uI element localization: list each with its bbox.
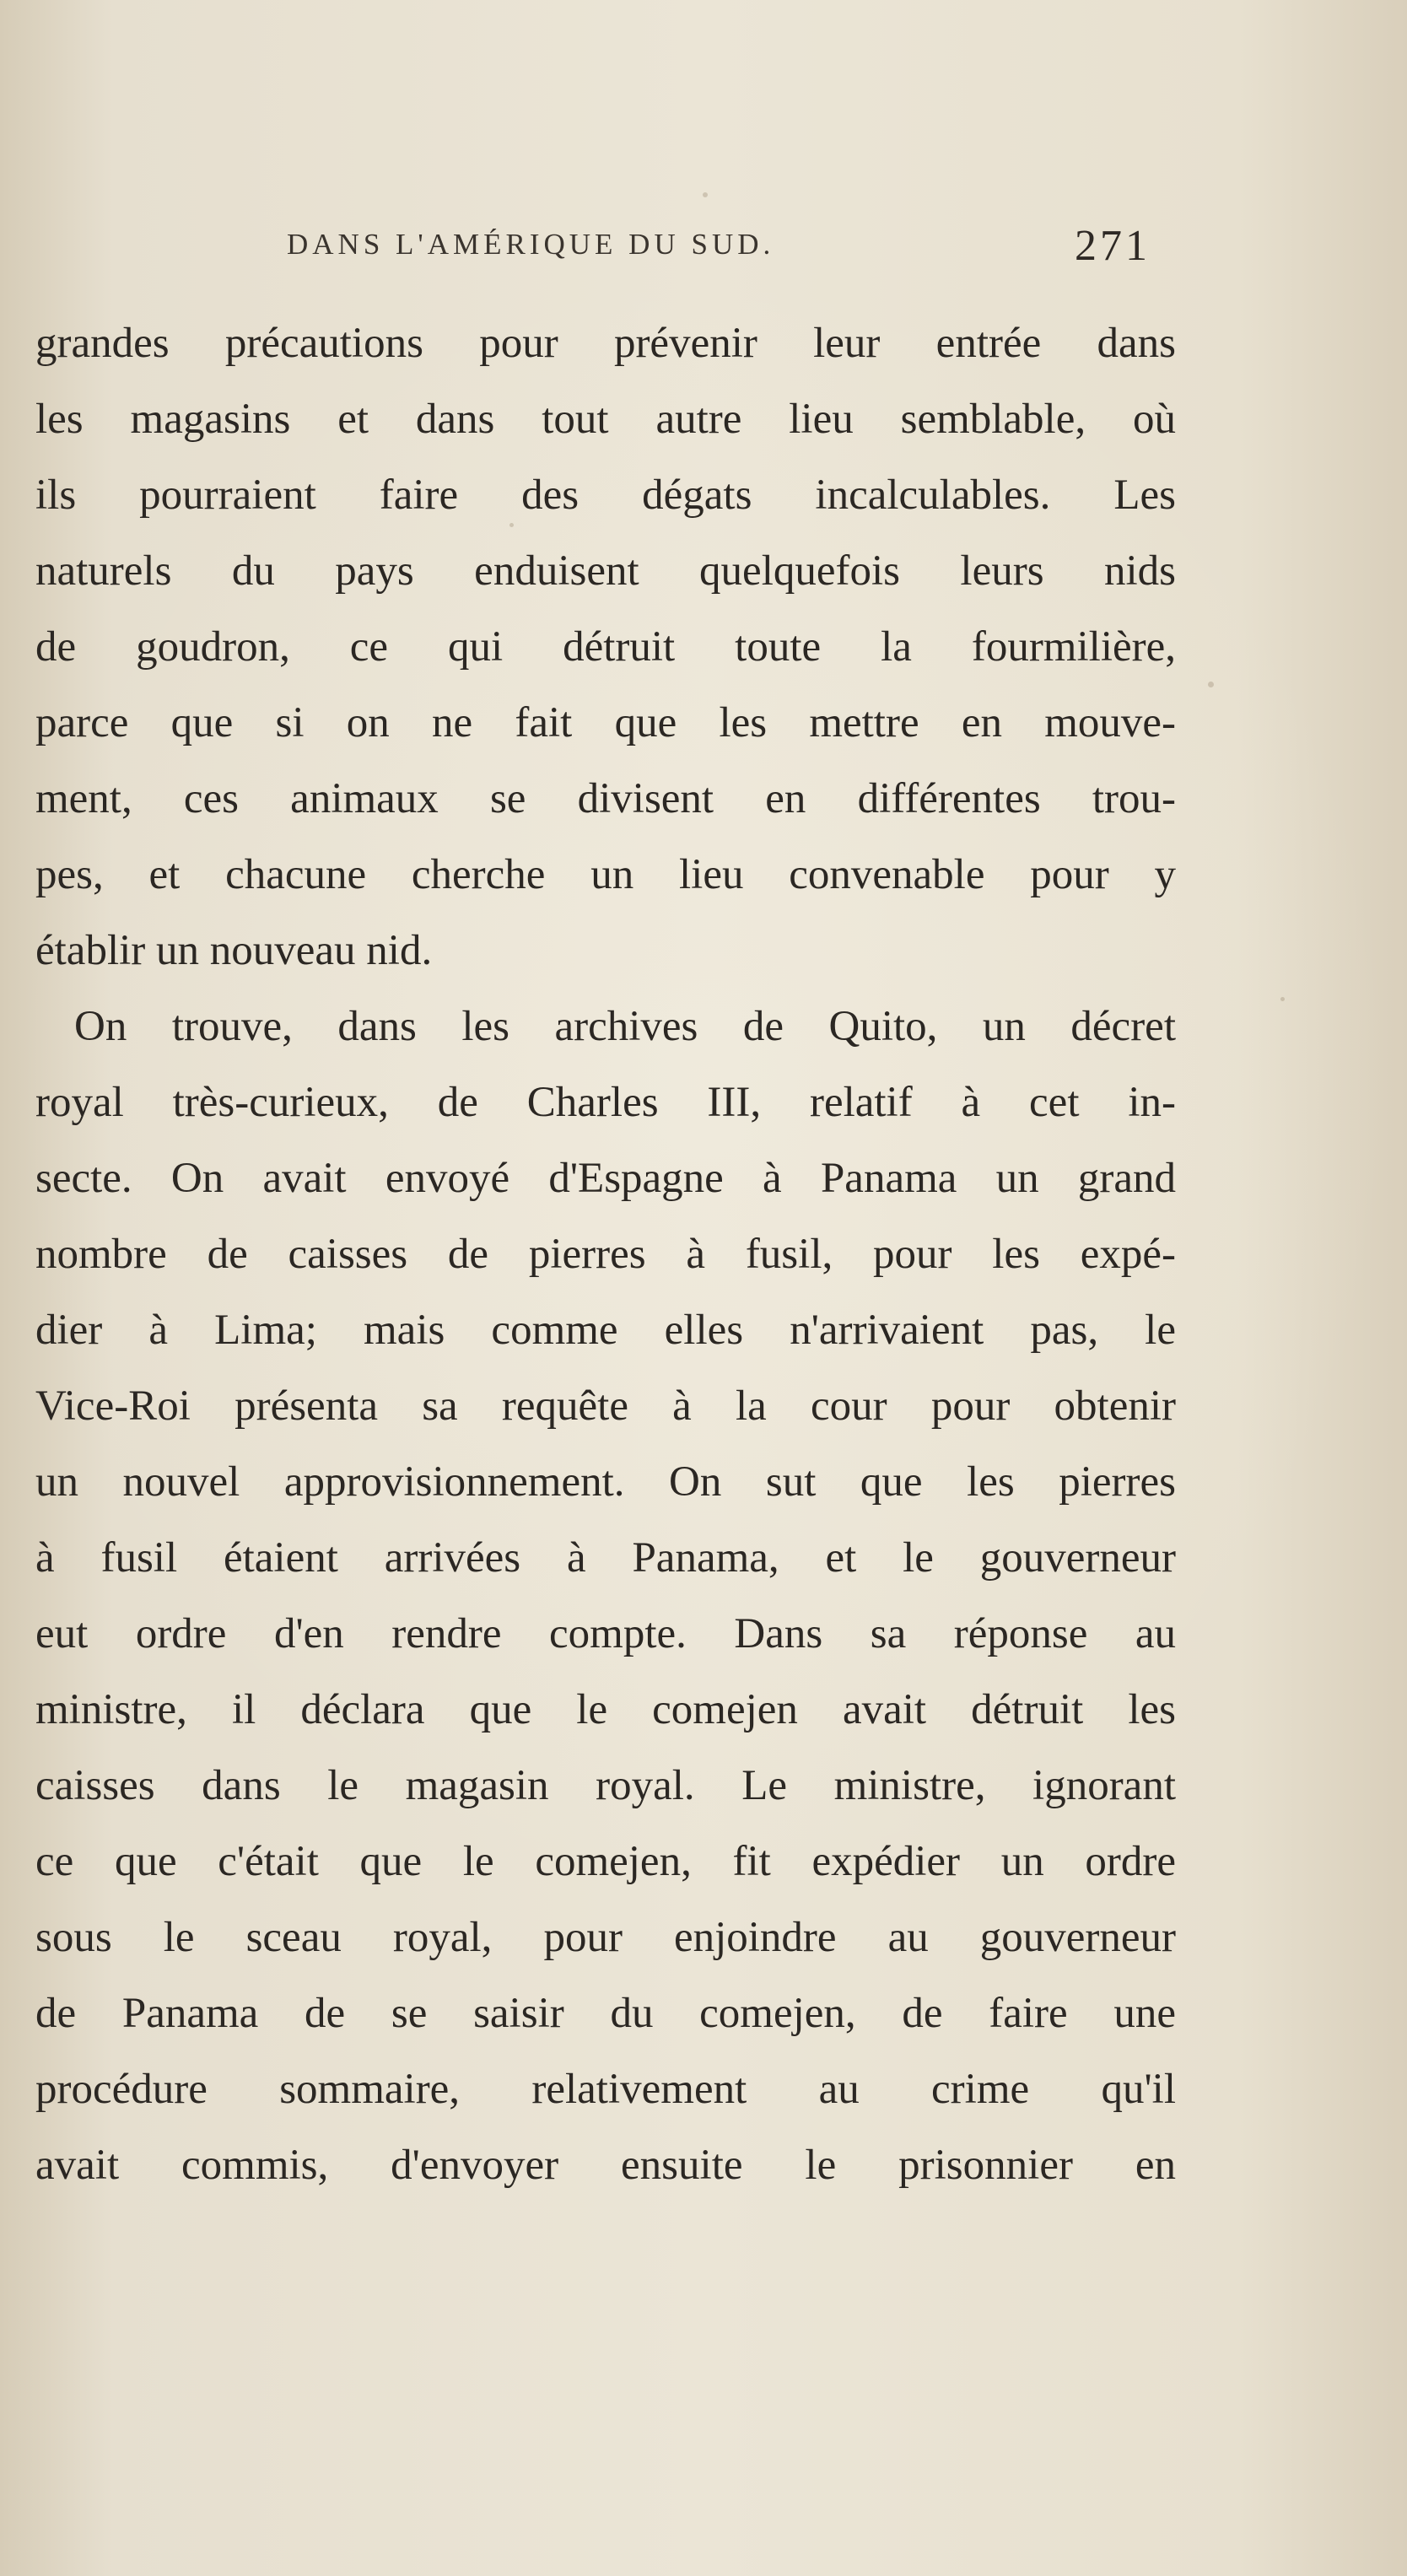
paper-spot <box>1208 682 1214 687</box>
text-line: les magasins et dans tout autre lieu semblable, où <box>35 396 1176 443</box>
text-line: ils pourraient faire des dégats incalculables. Les <box>35 472 1176 519</box>
text-line: nombre de caisses de pierres à fusil, pour les expé- <box>35 1231 1176 1278</box>
text-line: ministre, il déclara que le comejen avait détruit les <box>35 1686 1176 1733</box>
text-line: eut ordre d'en rendre compte. Dans sa réponse au <box>35 1610 1176 1657</box>
text-line: parce que si on ne fait que les mettre en mouve- <box>35 699 1176 746</box>
text-line: établir un nouveau nid. <box>35 927 433 974</box>
text-line: naturels du pays enduisent quelquefois leurs nids <box>35 547 1176 595</box>
text-line: dier à Lima; mais comme elles n'arrivaient pas, le <box>35 1307 1176 1354</box>
text-line: avait commis, d'envoyer ensuite le prisonnier en <box>35 2142 1176 2189</box>
text-line: un nouvel approvisionnement. On sut que les pierres <box>35 1458 1176 1506</box>
body-text <box>35 305 1176 2203</box>
text-line: procédure sommaire, relativement au crime qu'il <box>35 2066 1176 2113</box>
text-line: sous le sceau royal, pour enjoindre au gouverneur <box>35 1914 1176 1961</box>
paper-spot <box>1280 997 1285 1001</box>
running-title: DANS L'AMÉRIQUE DU SUD. <box>287 228 775 261</box>
text-line: pes, et chacune cherche un lieu convenable pour y <box>35 851 1176 898</box>
running-head <box>0 221 1407 272</box>
text-line: Vice-Roi présenta sa requête à la cour pour obtenir <box>35 1382 1176 1430</box>
text-line: secte. On avait envoyé d'Espagne à Panama un grand <box>35 1155 1176 1202</box>
text-line: grandes précautions pour prévenir leur entrée dans <box>35 320 1176 367</box>
text-line: à fusil étaient arrivées à Panama, et le gouverneur <box>35 1534 1176 1582</box>
text-line: de goudron, ce qui détruit toute la fourmilière, <box>35 623 1176 671</box>
paper-spot <box>703 192 708 197</box>
text-line: royal très-curieux, de Charles III, relatif à cet in- <box>35 1079 1176 1126</box>
text-line: caisses dans le magasin royal. Le ministre, ignorant <box>35 1762 1176 1809</box>
text-line: ce que c'était que le comejen, fit expédier un ordre <box>35 1838 1176 1885</box>
text-line: ment, ces animaux se divisent en différentes trou- <box>35 775 1176 822</box>
page-number: 271 <box>1075 222 1151 270</box>
text-line: On trouve, dans les archives de Quito, un décret <box>74 1003 1176 1050</box>
text-line: de Panama de se saisir du comejen, de faire une <box>35 1990 1176 2037</box>
